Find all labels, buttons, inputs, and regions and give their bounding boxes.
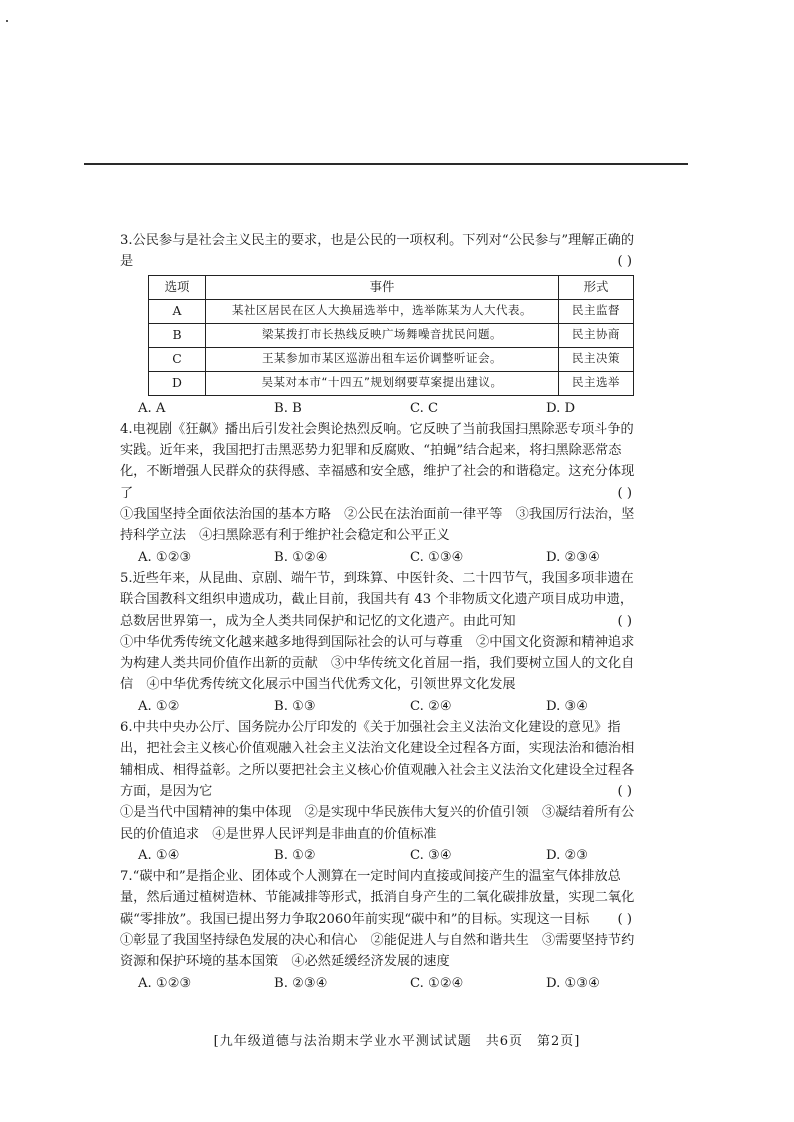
question-3-options [120,398,640,419]
row-event: 梁某拨打市长热线反映广场舞噪音扰民问题。 [206,323,559,347]
option-c: C. ③④ [410,847,452,863]
option-d: D. D [546,400,576,416]
option-d: D. ②③ [546,847,589,863]
answer-blank-5: ( ) [617,613,632,629]
header-rule [84,163,688,165]
option-c: C. ①③④ [410,549,464,565]
page-footer: [九年级道德与法治期末学业水平测试试题 共6页 第2页] [213,1034,581,1049]
option-b: B. ①② [274,847,316,863]
question-4-text: 4.电视剧《狂飙》播出后引发社会舆论热烈反响。它反映了当前我国扫黑除恶专项斗争的实践。近年来，我国把打击黑恶势力犯罪和反腐败、“拍蝇”结合起来，将扫黑除恶常态化，不断增强人民群众的获得感、幸福感和安全感，维护了社会的和谐稳定。这充分体现了 [120,421,635,501]
table-row [149,371,634,395]
question-4 [120,419,640,504]
option-a: A. ①② [138,698,180,714]
scan-speck [6,20,8,22]
question-6-text: 6.中共中央办公厅、国务院办公厅印发的《关于加强社会主义法治文化建设的意见》指出，把社会主义核心价值观融入社会主义法治文化建设全过程各方面，实现法治和德治相辅相成、相得益彰。之所以要把社会主义核心价值观融入社会主义法治文化建设全过程各方面，是因为它 [120,720,635,799]
row-event: 王某参加市某区巡游出租车运价调整听证会。 [206,347,559,371]
table-header-event: 事件 [206,275,559,299]
table-row [149,299,634,323]
question-5-options [120,696,640,717]
table-row [149,323,634,347]
option-a: A. ①④ [138,847,180,863]
question-7-statements: ①彰显了我国坚持绿色发展的决心和信心 ②能促进人与自然和谐共生 ③需要坚持节约资源和保护环境的基本国策 ④必然延缓经济发展的速度 [120,933,635,970]
row-form: 民主监督 [559,299,634,323]
table-header-option: 选项 [149,275,206,299]
answer-blank-7: ( ) [617,911,632,927]
question-5-statements: ①中华优秀传统文化越来越多地得到国际社会的认可与尊重 ②中国文化资源和精神追求为构建人类共同价值作出新的贡献 ③中华传统文化首屈一指，我们要树立国人的文化自信 ④中华优秀传统文化展示中国当代优秀文化，引领世界文化发展 [120,634,635,693]
question-3-table [148,275,634,396]
option-b: B. B [274,400,302,416]
option-b: B. ①②④ [274,549,328,565]
table-header-row [149,275,634,299]
question-6 [120,717,640,802]
row-option: B [149,323,206,347]
option-d: D. ①③④ [546,975,600,991]
answer-blank-6: ( ) [617,783,632,799]
row-option: C [149,347,206,371]
question-6-options [120,845,640,866]
option-b: B. ①③ [274,698,316,714]
option-d: D. ②③④ [546,549,600,565]
question-6-statements: ①是当代中国精神的集中体现 ②是实现中华民族伟大复兴的价值引领 ③凝结着所有公民的价值追求 ④是世界人民评判是非曲直的价值标准 [120,805,635,842]
row-form: 民主决策 [559,347,634,371]
row-form: 民主选举 [559,371,634,395]
question-content [120,230,640,994]
question-7-options [120,973,640,994]
table-header-form: 形式 [559,275,634,299]
question-4-options [120,547,640,568]
table-row [149,347,634,371]
option-d: D. ③④ [546,698,589,714]
row-option: A [149,299,206,323]
option-b: B. ②③④ [274,975,328,991]
answer-blank-4: ( ) [617,485,632,501]
question-5 [120,568,640,632]
question-7 [120,866,640,930]
option-c: C. ②④ [410,698,452,714]
row-form: 民主协商 [559,323,634,347]
question-5-text: 5.近些年来，从昆曲、京剧、端午节，到珠算、中医针灸、二十四节气，我国多项非遗在联合国教科文组织申遗成功，截止目前，我国共有 43 个非物质文化遗产项目成功申遗，总数居世界第一，成为全人类共同保护和记忆的文化遗产。由此可知 [120,570,634,629]
question-7-text: 7.“碳中和”是指企业、团体或个人测算在一定时间内直接或间接产生的温室气体排放总量，然后通过植树造林、节能减排等形式，抵消自身产生的二氧化碳排放量，实现二氧化碳“零排放”。我国已提出努力争取2060年前实现“碳中和”的目标。实现这一目标 [120,869,635,927]
question-3-text: 3.公民参与是社会主义民主的要求，也是公民的一项权利。下列对“公民参与”理解正确的是 [120,233,634,270]
option-a: A. ①②③ [138,975,192,991]
option-a: A. A [138,400,166,416]
row-option: D [149,371,206,395]
row-event: 某社区居民在区人大换届选举中，选举陈某为人大代表。 [206,299,559,323]
answer-blank-3: ( ) [617,254,632,270]
option-c: C. C [410,400,439,416]
question-4-statements: ①我国坚持全面依法治国的基本方略 ②公民在法治面前一律平等 ③我国厉行法治，坚持科学立法 ④扫黑除恶有利于维护社会稳定和公平正义 [120,507,635,544]
question-3 [120,230,640,273]
option-c: C. ①②④ [410,975,464,991]
row-event: 吴某对本市“十四五”规划纲要草案提出建议。 [206,371,559,395]
option-a: A. ①②③ [138,549,192,565]
